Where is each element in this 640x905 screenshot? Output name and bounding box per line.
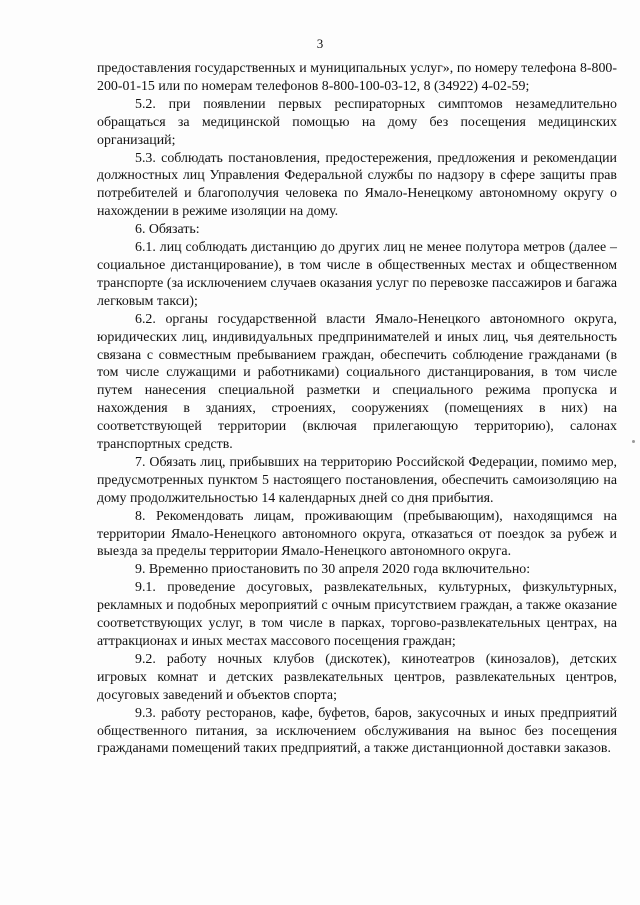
page-number: 3 bbox=[316, 36, 324, 51]
paragraph-5-3: 5.3. соблюдать постановления, предостережения, предложения и рекомендации должностных лиц Управления Федеральной службы по надзору в сфере защиты прав потребителей и благополучия человека по Ямало-Ненецкому автономному округу о нахождении в режиме изоляции на дому. bbox=[97, 150, 617, 220]
paragraph-9-3: 9.3. работу ресторанов, кафе, буфетов, баров, закусочных и иных предприятий общественного питания, за исключением обслуживания на вынос без посещения гражданами помещений таких предприятий, а также дистанционной доставки заказов. bbox=[97, 705, 617, 757]
paragraph-6-2: 6.2. органы государственной власти Ямало-Ненецкого автономного округа, юридических лиц, индивидуальных предпринимателей и иных лиц, чья деятельность связана с совместным пребыванием граждан, обеспечить соблюдение гражданами (в том числе служащими и работниками) социального дистанцирования, в том числе путем нанесения специальной разметки и специального режима пропуска и нахождения в зданиях, строениях, сооружениях (помещениях в них) на соответствующей территории (включая прилегающую территорию), салонах транспортных средств. bbox=[97, 311, 617, 453]
paragraph-8: 8. Рекомендовать лицам, проживающим (пребывающим), находящимся на территории Ямало-Ненецкого автономного округа, отказаться от поездок за рубеж и выезда за пределы территории Ямало-Ненецкого автономного округа. bbox=[97, 508, 617, 560]
scan-speck bbox=[632, 440, 635, 443]
paragraph-9: 9. Временно приостановить по 30 апреля 2020 года включительно: bbox=[135, 562, 531, 578]
paragraph-continuation: предоставления государственных и муниципальных услуг», по номеру телефона 8-800-200-01-15 или по номерам телефонов 8-800-100-03-12, 8 (34922) 4-02-59; bbox=[97, 61, 617, 94]
paragraph-9-1: 9.1. проведение досуговых, развлекательных, культурных, физкультурных, рекламных и подобных мероприятий с очным присутствием граждан, а также оказание соответствующих услуг, в том числе в парках, торгово-развлекательных центрах, на аттракционах и иных местах массового посещения граждан; bbox=[97, 580, 617, 649]
paragraph-6-1: 6.1. лиц соблюдать дистанцию до других лиц не менее полутора метров (далее – социальное дистанцирование), в том числе в общественных местах и общественном транспорте (за исключением случаев оказания услуг по перевозке пассажиров и багажа легковым такси); bbox=[97, 240, 617, 309]
paragraph-5-2: 5.2. при появлении первых респираторных симптомов незамедлительно обращаться за медицинской помощью на дому без посещения медицинских организаций; bbox=[97, 96, 617, 148]
paragraph-6: 6. Обязать: bbox=[135, 222, 200, 238]
paragraph-9-2: 9.2. работу ночных клубов (дискотек), кинотеатров (кинозалов), детских игровых комнат и детских развлекательных центров, развлекательных центров, досуговых заведений и объектов спорта; bbox=[97, 651, 617, 703]
document-body bbox=[97, 60, 617, 758]
paragraph-7: 7. Обязать лиц, прибывших на территорию Российской Федерации, помимо мер, предусмотренных пунктом 5 настоящего постановления, обеспечить самоизоляцию на дому продолжительностью 14 календарных дней со дня прибытия. bbox=[97, 454, 617, 506]
